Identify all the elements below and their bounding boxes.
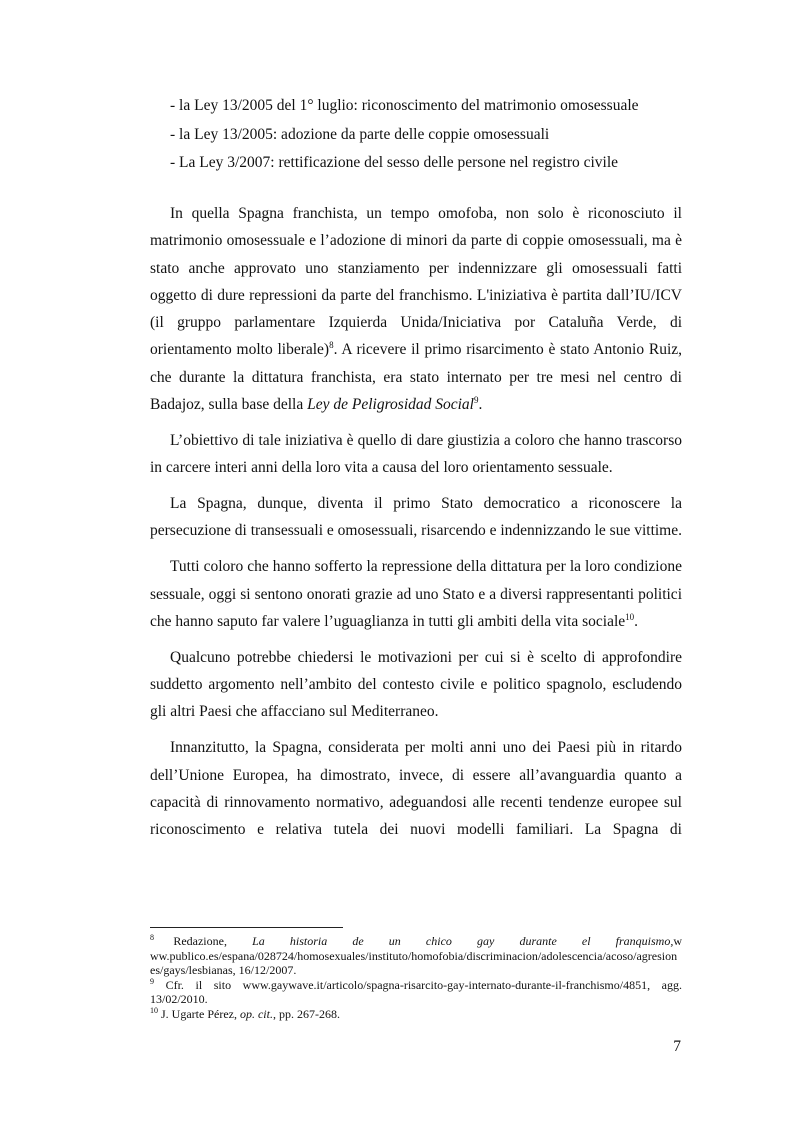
list-item: - la Ley 13/2005: adozione da parte delle coppie omosessuali <box>170 125 550 143</box>
footnotes <box>150 934 682 1021</box>
paragraph-4: Tutti coloro che hanno sofferto la repressione della dittatura per la loro condizione sessuale, oggi si sentono onorati grazie ad uno Stato e a diversi rappresentanti politici che hanno saputo far valere l’uguaglianza in tutti gli ambiti della vita sociale$^{10}$. <box>150 558 682 630</box>
law-list <box>170 92 690 178</box>
footnote-link[interactable]: www.publico.es/espana/028724/homosexuales/instituto/homofobia/discriminacion/adolescencia/acoso/agresiones/gays/lesbianas, 16/12/2007. <box>150 934 682 977</box>
paragraph-2: L’obiettivo di tale iniziativa è quello di dare giustizia a coloro che hanno trascorso in carcere interi anni della loro vita a causa del loro orientamento sessuale. <box>150 431 682 477</box>
footnote-8: $^8$ Redazione, La historia de un chico gay durante el franquismo,www.publico.es/espana/028724/homosexuales/instituto/homofobia/discriminacion/adolescencia/acoso/agresiones/gays/lesbianas, 16/12/2007. <box>150 933 682 977</box>
paragraph-1: In quella Spagna franchista, un tempo omofoba, non solo è riconosciuto il matrimonio omosessuale e l’adozione di minori da parte di coppie omosessuali, ma è stato anche approvato uno stanziamento per indennizzare gli omosessuali fatti oggetto di dure repressioni da parte del franchismo. L'iniziativa è partita dall’IU/ICV (il gruppo parlamentare Izquierda Unida/Iniciativa por Cataluña Verde, di orientamento molto liberale)$^8$. A ricevere il primo risarcimento è stato Antonio Ruiz, che durante la dittatura franchista, era stato internato per tre mesi nel centro di Badajoz, sulla base della Ley de Peligrosidad Social$^9$. <box>150 205 683 414</box>
footnote-separator <box>150 927 343 928</box>
list-item: - La Ley 3/2007: rettificazione del sesso delle persone nel registro civile <box>170 154 619 171</box>
page-number: 7 <box>673 1038 681 1055</box>
footnote-ref-8[interactable]: 8 <box>329 340 334 351</box>
footnote-ref-10[interactable]: 10 <box>625 611 635 622</box>
law-title: Ley de Peligrosidad Social <box>307 396 474 414</box>
footnote-9: $^9$ Cfr. il sito www.gaywave.it/articolo/spagna-risarcito-gay-internato-durante-il-franchismo/4851, agg. 13/02/2010. <box>150 976 683 1006</box>
paragraph-3: La Spagna, dunque, diventa il primo Stato democratico a riconoscere la persecuzione di transessuali e omosessuali, risarcendo e indennizzando le sue vittime. <box>150 495 682 540</box>
footnote-ref-9[interactable]: 9 <box>474 394 479 405</box>
paragraph-5: Qualcuno potrebbe chiedersi le motivazioni per cui si è scelto di approfondire suddetto argomento nell’ambito del contesto civile e politico spagnolo, escludendo gli altri Paesi che affacciano sul Mediterraneo. <box>150 648 682 721</box>
list-item: - la Ley 13/2005 del 1° luglio: riconoscimento del matrimonio omosessuale <box>170 97 639 114</box>
body-text <box>150 200 682 844</box>
paragraph-6: Innanzitutto, la Spagna, considerata per molti anni uno dei Paesi più in ritardo dell’Unione Europea, ha dimostrato, invece, di essere all’avanguardia quanto a capacità di rinnovamento normativo, adeguandosi alle recenti tendenze europee sul riconoscimento e relativa tutela dei nuovi modelli familiari. La Spagna di <box>150 739 682 839</box>
footnote-10: $^{10}$ J. Ugarte Pérez, op. cit., pp. 267-268. <box>150 1005 340 1021</box>
